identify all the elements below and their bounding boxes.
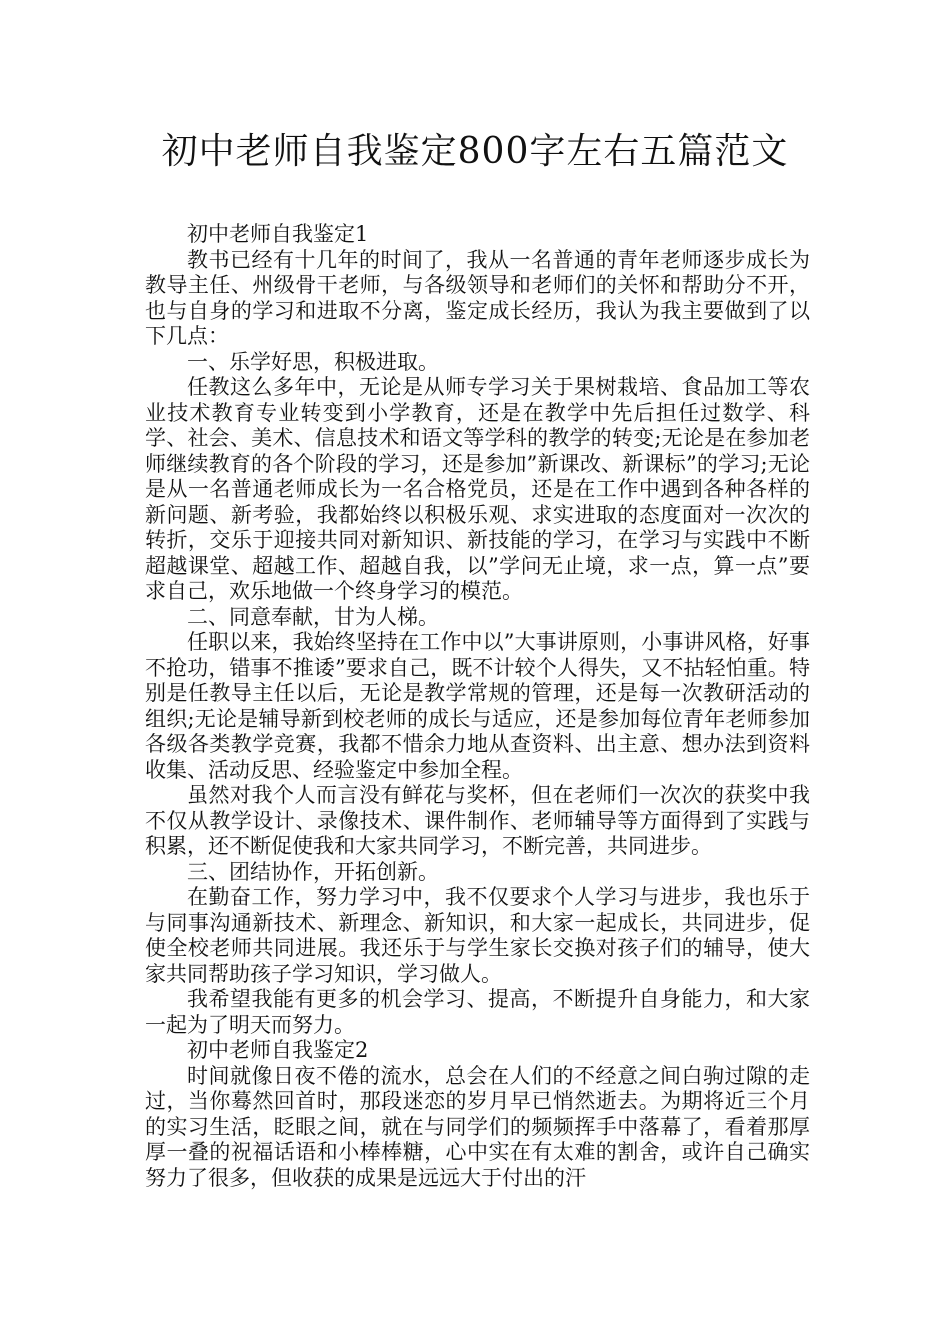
subheading-1: 一、乐学好思，积极进取。 [187, 349, 439, 374]
paragraph: 任教这么多年中，无论是从师专学习关于果树栽培、食品加工等农业技术教育专业转变到小学教育，还是在教学中先后担任过数学、科学、社会、美术、信息技术和语文等学科的教学的转变;无论是在参加老师继续教育的各个阶段的学习，还是参加”新课改、新课标”的学习;无论是从一名普通老师成长为一名合格党员，还是在工作中遇到各种各样的新问题、新考验，我都始终以积极乐观、求实进取的态度面对一次次的转折，交乐于迎接共同对新知识、新技能的学习，在学习与实践中不断超越课堂、超越工作、超越自我，以”学问无止境，求一点，算一点”要求自己，欢乐地做一个终身学习的模范。 [145, 375, 810, 603]
subheading-2: 二、同意奉献，甘为人梯。 [187, 604, 439, 629]
section-heading-2: 初中老师自我鉴定2 [187, 1038, 369, 1062]
subheading-3: 三、团结协作，开拓创新。 [187, 859, 439, 884]
section-heading-1: 初中老师自我鉴定1 [187, 222, 369, 246]
paragraph: 虽然对我个人而言没有鲜花与奖杯，但在老师们一次次的获奖中我不仅从教学设计、录像技术、课件制作、老师辅导等方面得到了实践与积累，还不断促使我和大家共同学习，不断完善，共同进步。 [145, 783, 810, 858]
document-body [145, 222, 810, 1191]
paragraph: 时间就像日夜不倦的流水，总会在人们的不经意之间白驹过隙的走过，当你蓦然回首时，那段迷恋的岁月早已悄然逝去。为期将近三个月的实习生活，眨眼之间，就在与同学们的频频挥手中落幕了，看着那厚厚一叠的祝福话语和小棒棒糖，心中实在有太难的割舍，或许自己确实努力了很多，但收获的成果是远远大于付出的汗 [145, 1063, 810, 1190]
paragraph: 任职以来，我始终坚持在工作中以”大事讲原则，小事讲风格，好事不抢功，错事不推诿”要求自己，既不计较个人得失，又不拈轻怕重。特别是任教导主任以后，无论是教学常规的管理，还是每一次教研活动的组织;无论是辅导新到校老师的成长与适应，还是参加每位青年老师参加各级各类教学竞赛，我都不惜余力地从查资料、出主意、想办法到资料收集、活动反思、经验鉴定中参加全程。 [145, 630, 810, 782]
paragraph: 我希望我能有更多的机会学习、提高，不断提升自身能力，和大家一起为了明天而努力。 [145, 987, 810, 1037]
paragraph: 在勤奋工作，努力学习中，我不仅要求个人学习与进步，我也乐于与同事沟通新技术、新理念、新知识，和大家一起成长，共同进步，促使全校老师共同进展。我还乐于与学生家长交换对孩子们的辅导，使大家共同帮助孩子学习知识，学习做人。 [145, 885, 810, 986]
document-title: 初中老师自我鉴定800字左右五篇范文 [161, 131, 789, 172]
paragraph: 教书已经有十几年的时间了，我从一名普通的青年老师逐步成长为教导主任、州级骨干老师，与各级领导和老师们的关怀和帮助分不开，也与自身的学习和进取不分离，鉴定成长经历，我认为我主要做到了以下几点： [145, 247, 810, 348]
